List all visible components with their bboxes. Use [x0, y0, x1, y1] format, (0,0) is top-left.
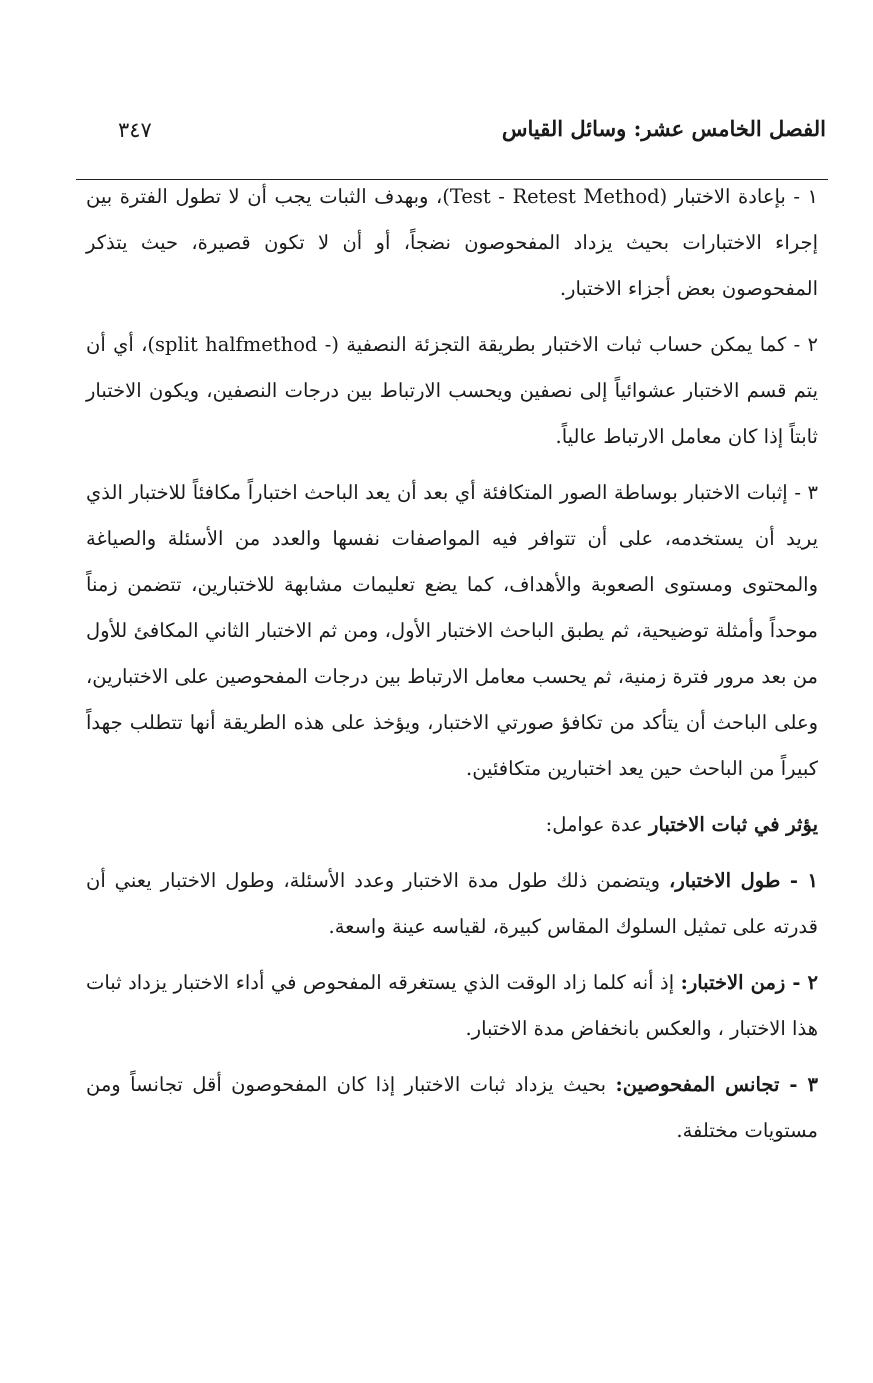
paragraph-split-half: ٢ - كما يمكن حساب ثبات الاختبار بطريقة التجزئة النصفية (- split halfmethod)، أي أن يتم قسم الاختبار عشوائياً إلى نصفين ويحسب الارتباط بين درجات النصفين، ويكون الاختبار ثابتاً إذا كان معامل الارتباط عالياً. — [86, 333, 818, 448]
paragraph-retest: ١ - بإعادة الاختبار (Test - Retest Method)، وبهدف الثبات يجب أن لا تطول الفترة بين إجراء الاختبارات بحيث يزداد المفحوصون نضجاً، أو أن لا تكون قصيرة، حيث يتذكر المفحوصون بعض أجزاء الاختبار. — [86, 185, 818, 300]
body-text — [86, 174, 818, 1154]
factors-intro-bold: يؤثر في ثبات الاختبار — [649, 813, 818, 836]
factor-homogeneity-text: بحيث يزداد ثبات الاختبار إذا كان المفحوصون أقل تجانساً ومن مستويات مختلفة. — [86, 1073, 818, 1142]
page-header — [78, 110, 828, 178]
factors-intro-text: عدة عوامل: — [545, 813, 650, 836]
chapter-title: الفصل الخامس عشر: وسائل القياس — [501, 116, 826, 141]
factor-time-text: إذ أنه كلما زاد الوقت الذي يستغرقه المفحوص في أداء الاختبار يزداد ثبات هذا الاختبار ، والعكس بانخفاض مدة الاختبار. — [86, 971, 818, 1040]
factor-length-heading: ١ - طول الاختبار، — [669, 869, 818, 892]
paragraph-factor-homogeneity — [86, 1062, 818, 1154]
paragraph-parallel-forms: ٣ - إثبات الاختبار بوساطة الصور المتكافئة أي بعد أن يعد الباحث اختباراً مكافئاً للاختبار الذي يريد أن يستخدمه، على أن تتوافر فيه المواصفات نفسها والعدد من الأسئلة والصياغة والمحتوى ومستوى الصعوبة والأهداف، كما يضع تعليمات مشابهة للاختبارين، تتضمن زمناً موحداً وأمثلة توضيحية، ثم يطبق الباحث الاختبار الأول، ومن ثم الاختبار الثاني المكافئ للأول من بعد مرور فترة زمنية، ثم يحسب معامل الارتباط بين درجات المفحوصين على الاختبارين، وعلى الباحث أن يتأكد من تكافؤ صورتي الاختبار، ويؤخذ على هذه الطريقة أنها تتطلب جهداً كبيراً من الباحث حين يعد اختبارين متكافئين. — [86, 481, 818, 780]
factor-time-heading: ٢ - زمن الاختبار: — [680, 971, 818, 994]
paragraph-factor-time — [86, 960, 818, 1052]
page-number: ٣٤٧ — [118, 118, 152, 142]
factor-homogeneity-heading: ٣ - تجانس المفحوصين: — [615, 1073, 818, 1096]
paragraph-factors-intro — [86, 802, 818, 848]
factor-length-text: ويتضمن ذلك طول مدة الاختبار وعدد الأسئلة، وطول الاختبار يعني أن قدرته على تمثيل السلوك المقاس كبيرة، لقياسه عينة واسعة. — [86, 869, 818, 938]
paragraph-factor-length — [86, 858, 818, 950]
